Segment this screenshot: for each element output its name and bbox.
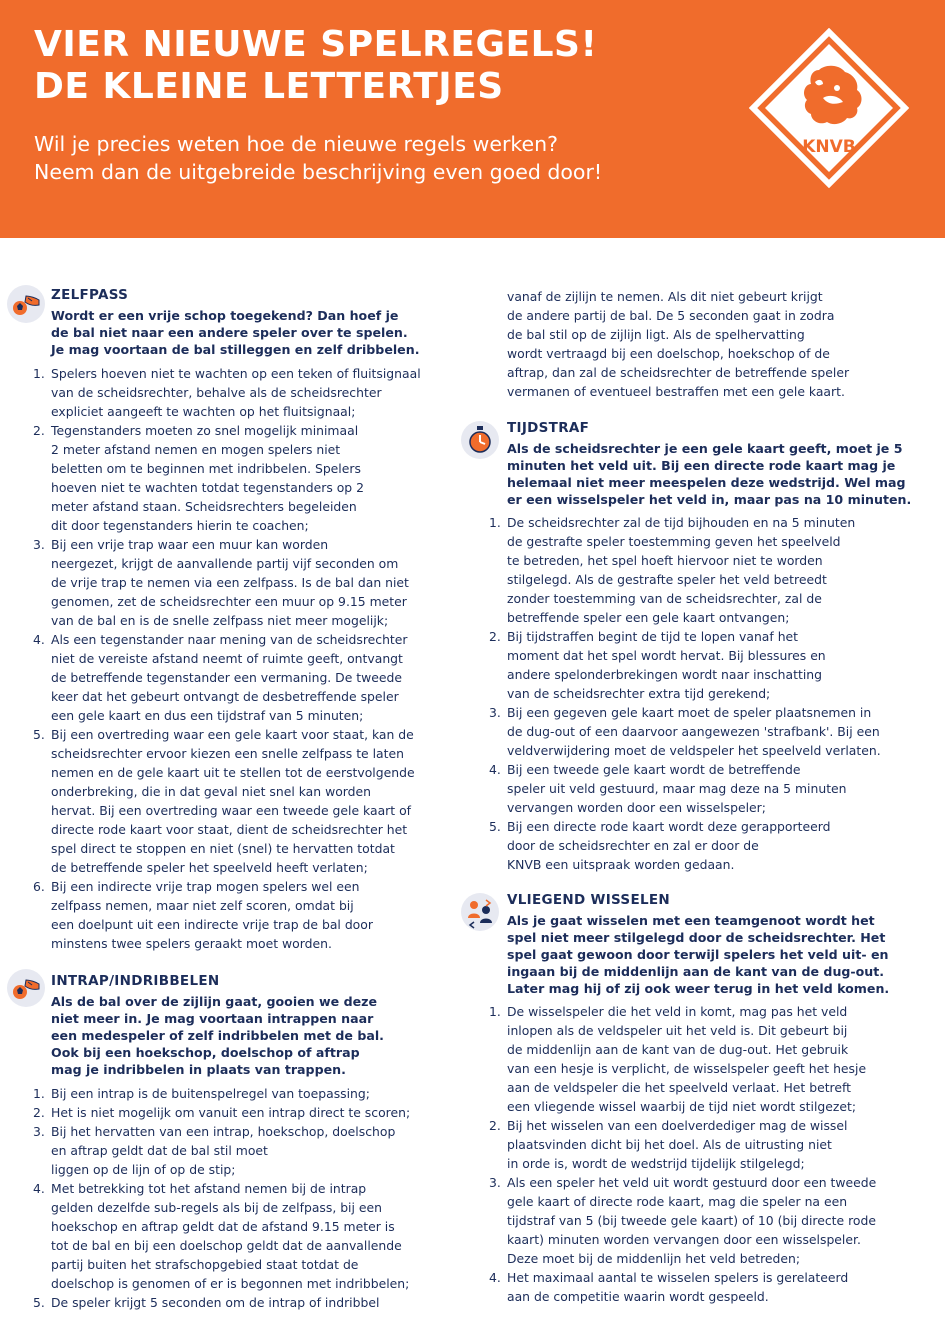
rule-line: aan de competitie waarin wordt gespeeld. [507, 1289, 769, 1304]
rule-item [489, 760, 881, 817]
rule-line: aftrap, dan zal de scheidsrechter de betreffende speler [507, 365, 850, 380]
rule-line: onderbreking, die in dat geval niet snel kan worden [51, 784, 371, 799]
rule-number: 4. [33, 632, 45, 647]
intro-line: de bal niet naar een andere speler over te spelen. [51, 325, 408, 340]
rule-line: Het is niet mogelijk om vanuit een intrap direct te scoren; [51, 1105, 411, 1120]
rule-line: De scheidsrechter zal de tijd bijhouden en na 5 minuten [507, 515, 856, 530]
knvb-logo [749, 28, 909, 188]
rule-number: 1. [489, 515, 501, 530]
rule-line: tijdstraf van 5 (bij tweede gele kaart) of 10 (bij directe rode [507, 1213, 876, 1228]
rule-line: Als een tegenstander naar mening van de scheidsrechter [51, 632, 408, 647]
rules-list [489, 1002, 877, 1306]
rule-line: zonder toestemming van de scheidsrechter, zal de [507, 591, 822, 606]
section-intro [51, 307, 419, 358]
subtitle-line: Wil je precies weten hoe de nieuwe regels werken? [34, 132, 559, 156]
rule-item [33, 630, 421, 725]
rule-item [489, 1268, 876, 1306]
rule-line: wordt vertraagd bij een doelschop, hoekschop of de [507, 346, 830, 361]
rule-line: inlopen als de veldspeler uit het veld is. Dit gebeurt bij [507, 1023, 848, 1038]
section-title: ZELFPASS [51, 287, 129, 303]
rule-line: andere spelonderbrekingen wordt naar inschatting [507, 667, 822, 682]
rule-number: 2. [33, 1105, 45, 1120]
section-intro [51, 993, 384, 1078]
section-title: TIJDSTRAF [507, 420, 590, 436]
page-title [34, 24, 597, 108]
rule-line: vervangen worden door een wisselspeler; [507, 800, 766, 815]
rule-number: 2. [489, 629, 501, 644]
rule-line: de betreffende speler het speelveld heeft verlaten; [51, 860, 368, 875]
rule-line: minstens twee spelers geraakt moet worden. [51, 936, 332, 951]
rule-line: meter afstand staan. Scheidsrechters begeleiden [51, 499, 357, 514]
rule-number: 5. [33, 1295, 45, 1310]
rule-line: hoeven niet te wachten totdat tegenstanders op 2 [51, 480, 364, 495]
rule-item [489, 1173, 877, 1268]
rule-item [33, 1179, 410, 1293]
rule-line: in orde is, wordt de wedstrijd tijdelijk stilgelegd; [507, 1156, 805, 1171]
rule-line: de vrije trap te nemen via een zelfpass. Is de bal dan niet [51, 575, 409, 590]
section-intro [507, 440, 911, 508]
intro-line: ingaan bij de middenlijn aan de kant van de dug-out. [507, 964, 885, 979]
rule-line: KNVB een uitspraak worden gedaan. [507, 857, 735, 872]
rule-line: Bij het wisselen van een doelverdediger mag de wissel [507, 1118, 848, 1133]
substitution-players-icon [460, 892, 500, 932]
rule-line: genomen, zet de scheidsrechter een muur op 9.15 meter [51, 594, 407, 609]
intro-line: spel niet meer stilgelegd door de scheidsrechter. Het [507, 930, 886, 945]
rule-line: de dug-out of een daarvoor aangewezen 'strafbank'. Bij een [507, 724, 880, 739]
rules-list [33, 364, 421, 953]
rule-line: Bij tijdstraffen begint de tijd te lopen vanaf het [507, 629, 799, 644]
rule-line: aan de veldspeler die het speelveld verlaat. Het betreft [507, 1080, 852, 1095]
rule-line: zelfpass nemen, maar niet zelf scoren, omdat bij [51, 898, 354, 913]
rule-line: moment dat het spel wordt hervat. Bij blessures en [507, 648, 826, 663]
rule-item [489, 817, 881, 874]
rule-item [33, 364, 421, 421]
rule-line: de bal stil op de zijlijn ligt. Als de spelhervatting [507, 327, 805, 342]
section-title: INTRAP/INDRIBBELEN [51, 973, 220, 989]
rule-number: 2. [489, 1118, 501, 1133]
rule-line: Bij een gegeven gele kaart moet de speler plaatsnemen in [507, 705, 872, 720]
logo-text: KNVB [802, 137, 856, 157]
title-line: VIER NIEUWE SPELREGELS! [34, 24, 598, 65]
rule-item [33, 877, 421, 953]
rule-line: Als een speler het veld uit wordt gestuurd door een tweede [507, 1175, 877, 1190]
rule-line: een doelpunt uit een indirecte vrije trap de bal door [51, 917, 373, 932]
rule-line: Bij een vrije trap waar een muur kan worden [51, 537, 329, 552]
rule-item [33, 535, 421, 630]
rule-line: vermanen of eventueel bestraffen met een gele kaart. [507, 384, 845, 399]
rule-line: vanaf de zijlijn te nemen. Als dit niet gebeurt krijgt [507, 289, 823, 304]
intro-line: mag je indribbelen in plaats van trappen. [51, 1062, 346, 1077]
rule-item [489, 627, 881, 703]
ball-and-boot-icon [6, 284, 46, 324]
rule-number: 3. [33, 537, 45, 552]
subtitle-line: Neem dan de uitgebreide beschrijving even goed door! [34, 160, 603, 184]
rule-line: door de scheidsrechter en zal er door de [507, 838, 759, 853]
rule-line: en aftrap geldt dat de bal stil moet [51, 1143, 268, 1158]
rule-item [489, 513, 881, 627]
rule-number: 1. [33, 366, 45, 381]
rule-line: Met betrekking tot het afstand nemen bij de intrap [51, 1181, 367, 1196]
rule-line: kaart) minuten worden vervangen door een wisselspeler. [507, 1232, 861, 1247]
rule-item [489, 703, 881, 760]
intro-line: er een wisselspeler het veld in, maar pas na 10 minuten. [507, 492, 912, 507]
rule-line: De speler krijgt 5 seconden om de intrap of indribbel [51, 1295, 380, 1310]
rule-line: van de scheidsrechter extra tijd gerekend; [507, 686, 771, 701]
rule-item [33, 725, 421, 877]
rule-line: De wisselspeler die het veld in komt, mag pas het veld [507, 1004, 848, 1019]
rule-line: dit door tegenstanders hierin te coachen; [51, 518, 309, 533]
rule-item [489, 1002, 876, 1116]
rule-line: van een hesje is verplicht, de wisselspeler geeft het hesje [507, 1061, 867, 1076]
rule-line: niet de vereiste afstand neemt of ruimte geeft, ontvangt [51, 651, 403, 666]
page-subtitle [34, 130, 602, 186]
rule-line: spel direct te stoppen en niet (snel) te hervatten totdat [51, 841, 395, 856]
rule-line: gele kaart of directe rode kaart, mag die speler na een [507, 1194, 848, 1209]
rule-line: partij buiten het strafschopgebied staat totdat de [51, 1257, 359, 1272]
rule-item [33, 1084, 410, 1103]
rule-line: van de bal en is de snelle zelfpass niet meer mogelijk; [51, 613, 389, 628]
stopwatch-icon [460, 420, 500, 460]
rule-number: 1. [489, 1004, 501, 1019]
rule-line: Deze moet bij de middenlijn het veld betreden; [507, 1251, 801, 1266]
rule-number: 1. [33, 1086, 45, 1101]
rule-line: expliciet aangeeft te wachten op het fluitsignaal; [51, 404, 356, 419]
rule-number: 4. [489, 1270, 501, 1285]
rule-number: 6. [33, 879, 45, 894]
rule-line: keer dat het gebeurt ontvangt de desbetreffende speler [51, 689, 399, 704]
rule-line: speler uit veld gestuurd, maar mag deze na 5 minuten [507, 781, 847, 796]
rule-line: de gestrafte speler toestemming geven het speelveld [507, 534, 841, 549]
rule-line: veldverwijdering moet de veldspeler het speelveld verlaten. [507, 743, 881, 758]
rule-line: van de scheidsrechter, behalve als de scheidsrechter [51, 385, 382, 400]
ball-and-boot-icon [6, 968, 46, 1008]
intro-line: een medespeler of zelf indribbelen met de bal. [51, 1028, 384, 1043]
intro-line: Wordt er een vrije schop toegekend? Dan hoef je [51, 308, 399, 323]
intro-line: minuten het veld uit. Bij een directe rode kaart mag je [507, 458, 896, 473]
rule-line: 2 meter afstand nemen en mogen spelers niet [51, 442, 341, 457]
intro-line: Ook bij een hoekschop, doelschop of aftrap [51, 1045, 360, 1060]
rule-line: de betreffende tegenstander een vermaning. De tweede [51, 670, 403, 685]
rule-number: 3. [489, 705, 501, 720]
rule-line: hervat. Bij een overtreding waar een tweede gele kaart of [51, 803, 412, 818]
rule-line: stilgelegd. Als de gestrafte speler het veld betreedt [507, 572, 827, 587]
rule-continuation [507, 287, 849, 401]
header-banner [0, 0, 945, 238]
rule-number: 3. [489, 1175, 501, 1190]
rule-line: tot de bal en bij een doelschop geldt dat de aanvallende [51, 1238, 402, 1253]
rule-line: de middenlijn aan de kant van de dug-out. Het gebruik [507, 1042, 849, 1057]
rule-item [33, 421, 421, 535]
rule-item [33, 1103, 411, 1122]
rules-list [489, 513, 881, 874]
rule-number: 5. [489, 819, 501, 834]
rule-line: Tegenstanders moeten zo snel mogelijk minimaal [51, 423, 359, 438]
rule-line: nemen en de gele kaart uit te stellen tot de eerstvolgende [51, 765, 415, 780]
intro-line: niet meer in. Je mag voortaan intrappen naar [51, 1011, 374, 1026]
intro-line: Je mag voortaan de bal stilleggen en zelf dribbelen. [51, 342, 420, 357]
rule-line: Bij een directe rode kaart wordt deze gerapporteerd [507, 819, 831, 834]
rule-line: hoekschop en aftrap geldt dat de afstand 9.15 meter is [51, 1219, 395, 1234]
intro-line: Later mag hij of zij ook weer terug in het veld komen. [507, 981, 890, 996]
rule-line: scheidsrechter ervoor kiezen een snelle zelfpass te laten [51, 746, 404, 761]
rule-item [489, 1116, 876, 1173]
rule-number: 4. [489, 762, 501, 777]
rule-line: Bij het hervatten van een intrap, hoekschop, doelschop [51, 1124, 396, 1139]
rule-line: directe rode kaart voor staat, dient de scheidsrechter het [51, 822, 408, 837]
rule-line: te betreden, het spel hoeft hiervoor niet te worden [507, 553, 823, 568]
rule-number: 4. [33, 1181, 45, 1196]
section-title: VLIEGEND WISSELEN [507, 892, 670, 908]
rule-line: Het maximaal aantal te wisselen spelers is gerelateerd [507, 1270, 849, 1285]
rule-number: 3. [33, 1124, 45, 1139]
rule-item [33, 1293, 410, 1312]
rule-line: gelden dezelfde sub-regels als bij de zelfpass, bij een [51, 1200, 382, 1215]
title-line: DE KLEINE LETTERTJES [34, 66, 504, 107]
rule-line: liggen op de lijn of op de stip; [51, 1162, 236, 1177]
rules-list [33, 1084, 411, 1312]
rule-line: doelschop is genomen of er is begonnen met indribbelen; [51, 1276, 410, 1291]
rule-line: de andere partij de bal. De 5 seconden gaat in zodra [507, 308, 835, 323]
rule-line: beletten om te beginnen met indribbelen. Spelers [51, 461, 361, 476]
rule-line: betreffende speler een gele kaart ontvangen; [507, 610, 790, 625]
rule-line: een gele kaart en dus een tijdstraf van 5 minuten; [51, 708, 364, 723]
rule-line: Bij een overtreding waar een gele kaart voor staat, kan de [51, 727, 414, 742]
intro-line: helemaal niet meer meespelen deze wedstrijd. Wel mag [507, 475, 906, 490]
intro-line: spel gaat gewoon door terwijl spelers het veld uit- en [507, 947, 889, 962]
rule-item [33, 1122, 410, 1179]
rule-line: Bij een intrap is de buitenspelregel van toepassing; [51, 1086, 370, 1101]
rule-number: 5. [33, 727, 45, 742]
intro-line: Als de bal over de zijlijn gaat, gooien we deze [51, 994, 378, 1009]
intro-line: Als je gaat wisselen met een teamgenoot wordt het [507, 913, 875, 928]
section-intro [507, 912, 889, 997]
rule-line: Bij een indirecte vrije trap mogen spelers wel een [51, 879, 360, 894]
rule-line: Bij een tweede gele kaart wordt de betreffende [507, 762, 801, 777]
rule-line: Spelers hoeven niet te wachten op een teken of fluitsignaal [51, 366, 421, 381]
rule-line: plaatsvinden dicht bij het doel. Als de uitrusting niet [507, 1137, 832, 1152]
rule-line: neergezet, krijgt de aanvallende partij vijf seconden om [51, 556, 399, 571]
rule-line: een vliegende wissel waarbij de tijd niet wordt stilgezet; [507, 1099, 857, 1114]
intro-line: Als de scheidsrechter je een gele kaart geeft, moet je 5 [507, 441, 903, 456]
rule-number: 2. [33, 423, 45, 438]
